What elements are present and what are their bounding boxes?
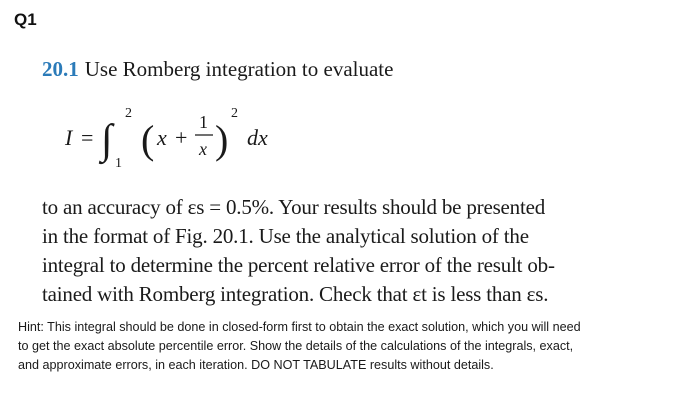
- eq-lower-limit: 1: [115, 156, 122, 171]
- eq-open-paren: (: [141, 117, 155, 162]
- hint-block: [18, 318, 688, 375]
- body-line: integral to determine the percent relative error of the result ob-: [42, 253, 555, 277]
- eq-numerator: 1: [199, 112, 208, 132]
- eq-lhs: I: [65, 125, 73, 150]
- problem-body: [42, 193, 642, 309]
- problem-heading: [42, 57, 393, 82]
- hint-line: to get the exact absolute percentile error. Show the details of the calculations of the integrals, exact,: [18, 339, 574, 353]
- eq-plus: +: [175, 125, 188, 150]
- hint-line: Hint: This integral should be done in closed-form first to obtain the exact solution, which you will need: [18, 320, 581, 334]
- eq-differential: dx: [247, 125, 268, 150]
- integral-equation: [55, 95, 355, 175]
- body-line: in the format of Fig. 20.1. Use the analytical solution of the: [42, 224, 529, 248]
- eq-exponent: 2: [231, 106, 238, 121]
- question-label: Q1: [14, 10, 37, 29]
- eq-upper-limit: 2: [125, 106, 132, 121]
- eq-x-term: x: [157, 125, 167, 150]
- integral-equation-svg: [55, 95, 355, 175]
- eq-close-paren: ): [215, 117, 229, 162]
- hint-line: and approximate errors, in each iteration. DO NOT TABULATE results without details.: [18, 358, 494, 372]
- problem-heading-text: Use Romberg integration to evaluate: [84, 57, 394, 81]
- body-line: tained with Romberg integration. Check that εt is less than εs.: [42, 282, 549, 306]
- body-line: to an accuracy of εs = 0.5%. Your results should be presented: [42, 195, 546, 219]
- eq-equals: =: [81, 125, 94, 150]
- eq-integral-sign: ∫: [101, 117, 113, 163]
- eq-denominator: x: [199, 139, 207, 159]
- problem-number: 20.1: [42, 57, 79, 81]
